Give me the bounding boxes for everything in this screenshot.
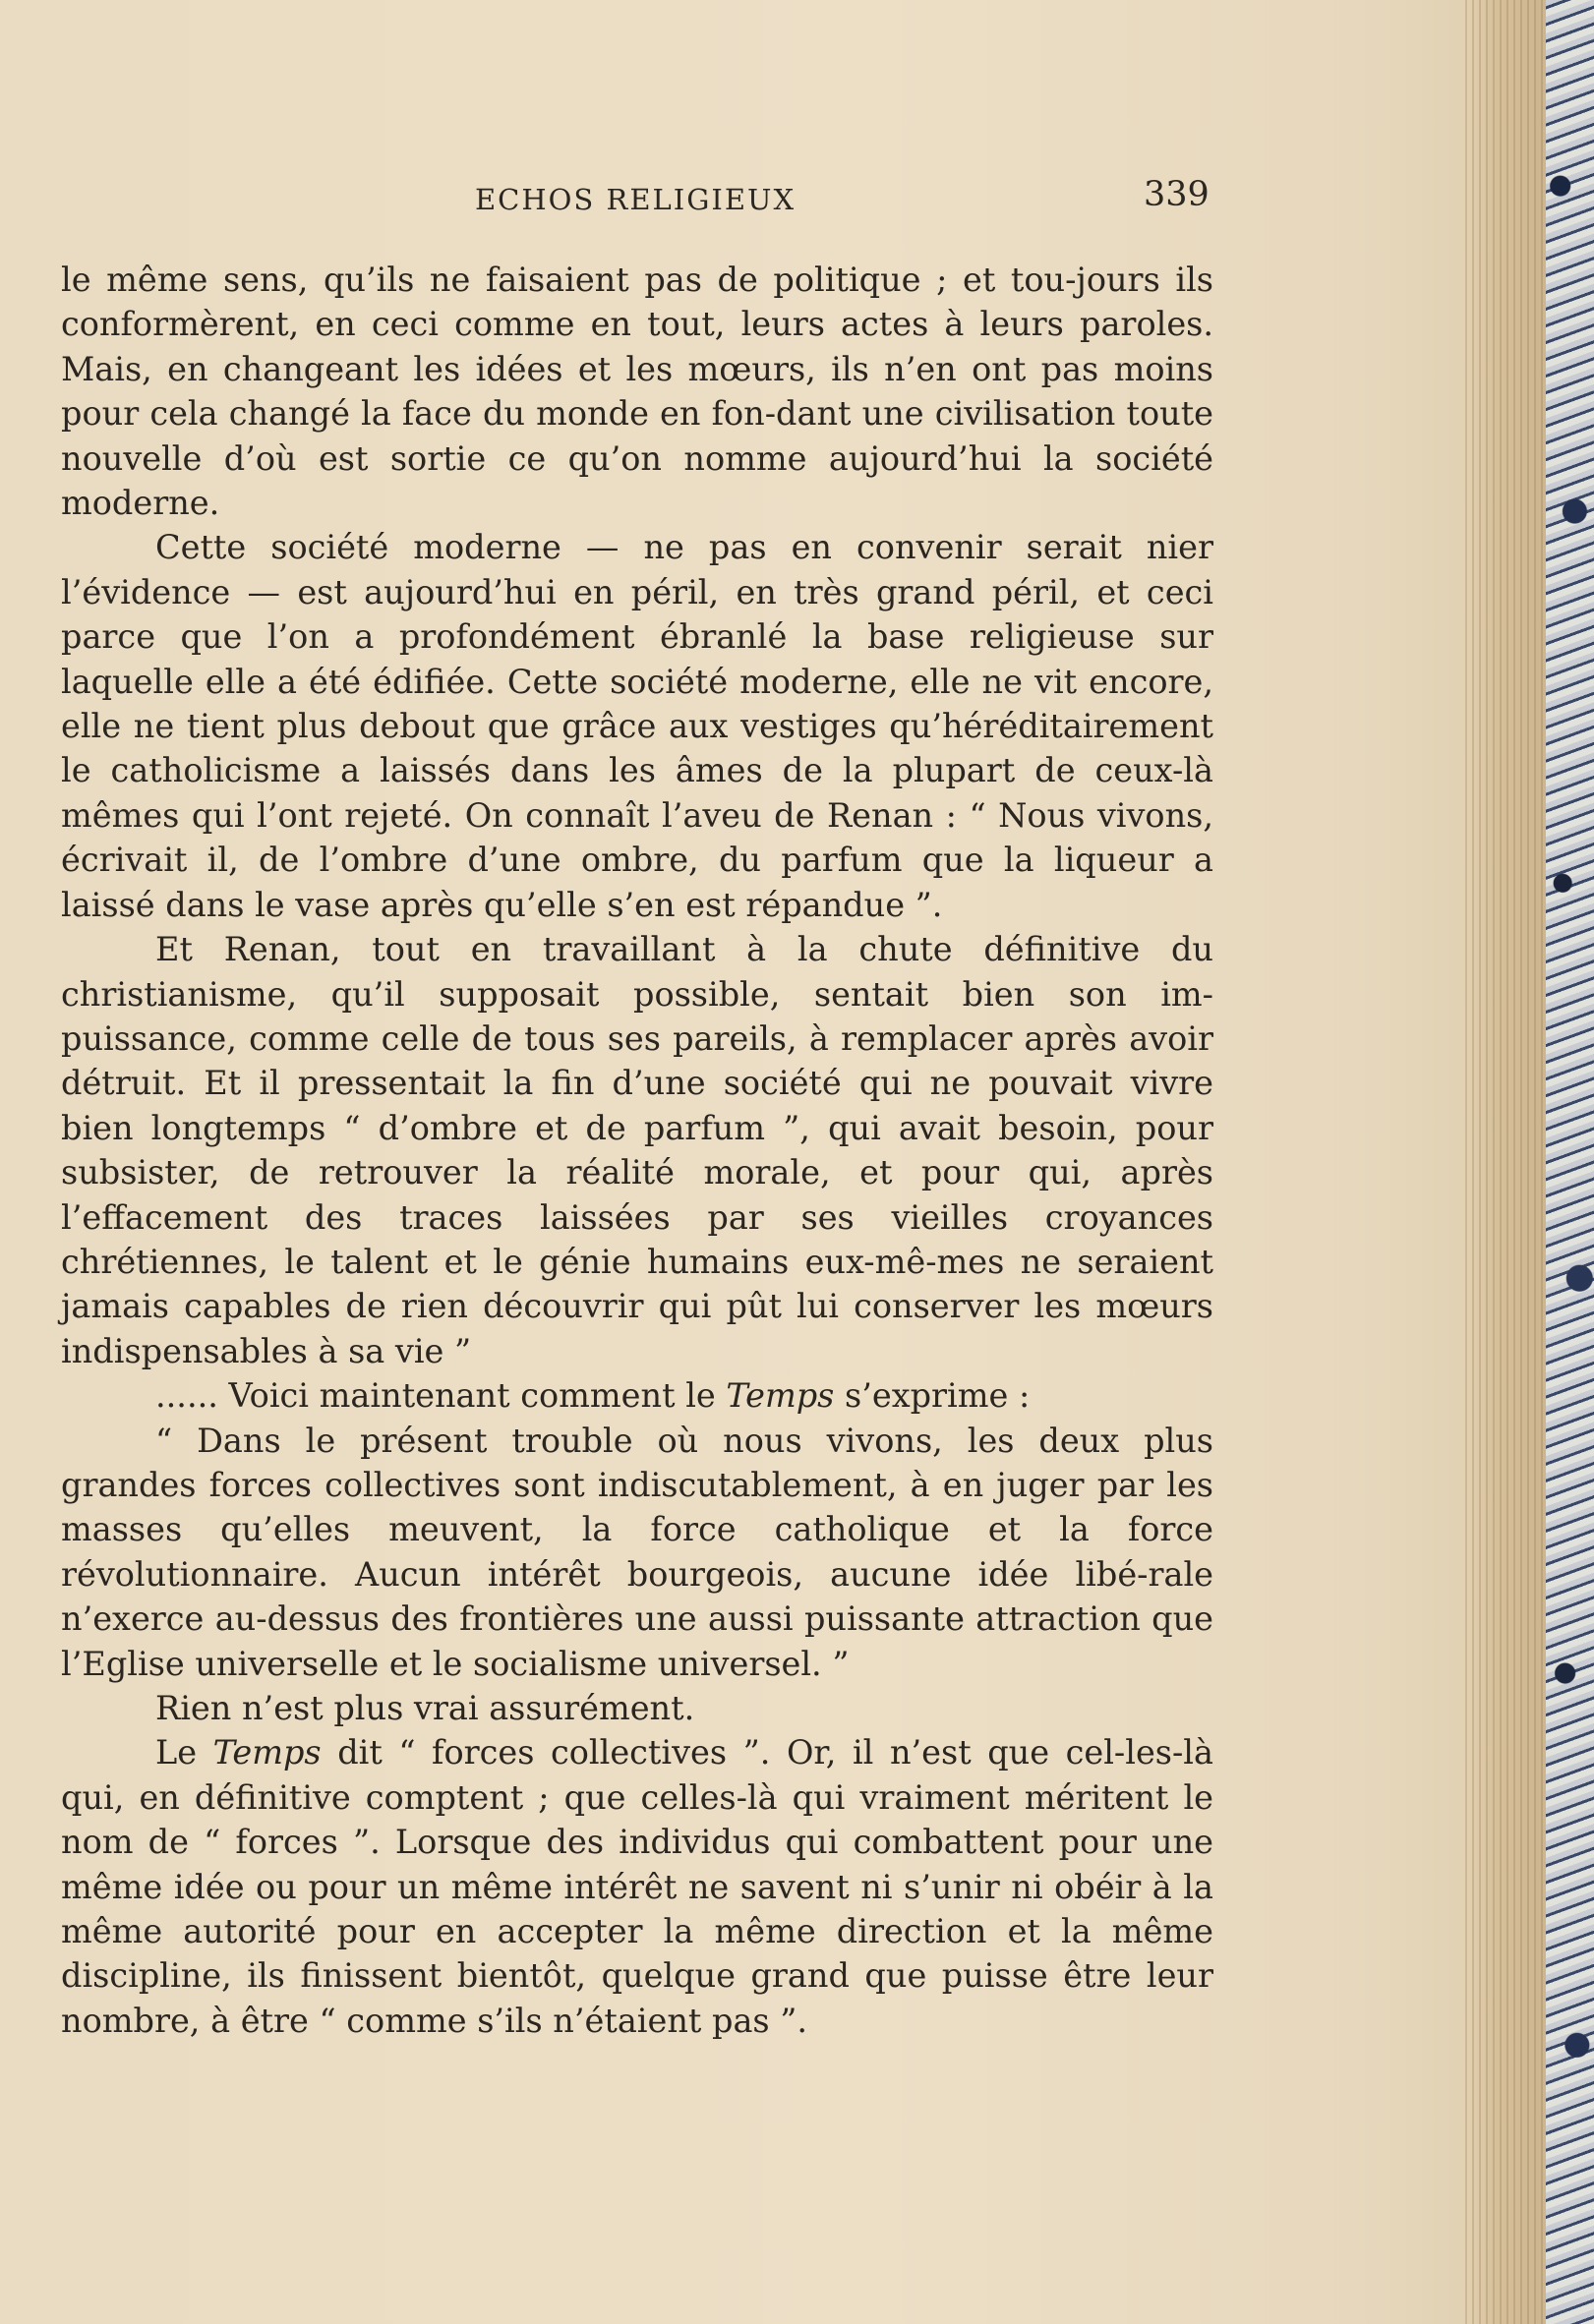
marbled-book-edge (1546, 0, 1594, 2324)
italic-temps: Temps (726, 1376, 835, 1416)
body-text (61, 258, 1213, 2043)
italic-temps: Temps (212, 1733, 322, 1772)
paragraph-6: Rien n’est plus vrai assurément. (155, 1689, 695, 1727)
page-edge-shadow (1465, 0, 1546, 2324)
paragraph-5-quote: “ Dans le présent trouble où nous vivons, les deux plus grandes forces collectives sont indiscutablement, à en juger par les masses qu’elles meuvent, la force catholique et la force révolutionnaire. Aucun intérêt bourgeois, aucune idée libé-rale n’exerce au-dessus des frontières une aussi puissante attraction que l’Eglise universelle et le socialisme universel. ” (61, 1421, 1213, 1683)
paragraph-3: Et Renan, tout en travaillant à la chute définitive du christianisme, qu’il supposait possible, sentait bien son im-puissance, comme celle de tous ses pareils, à remplacer après avoir détruit. Et il pressentait la fin d’une société qui ne pouvait vivre bien longtemps “ d’ombre et de parfum ”, qui avait besoin, pour subsister, de retrouver la réalité morale, et pour qui, après l’effacement des traces laissées par ses vieilles croyances chrétiennes, le talent et le génie humains eux-mê-mes ne seraient jamais capables de rien découvrir qui pût lui conserver les mœurs indispensables à sa vie ” (61, 930, 1213, 1370)
paragraph-2: Cette société moderne — ne pas en convenir serait nier l’évidence — est aujourd’hui en péril, en très grand péril, et ceci parce que l’on a profondément ébranlé la base religieuse sur laquelle elle a été édifiée. Cette société moderne, elle ne vit encore, elle ne tient plus debout que grâce aux vestiges qu’héréditairement le catholicisme a laissés dans les âmes de la plupart de ceux-là mêmes qui l’ont rejeté. On connaît l’aveu de Renan : “ Nous vivons, écrivait il, de l’ombre d’une ombre, du parfum que la liqueur a laissé dans le vase après qu’elle s’en est répandue ”. (61, 528, 1213, 924)
paragraph-7: Le Temps dit “ forces collectives ”. Or, il n’est que cel-les-là qui, en définitive comptent ; que celles-là qui vraiment méritent le nom de “ forces ”. Lorsque des individus qui combattent pour une même idée ou pour un même intérêt ne savent ni s’unir ni obéir à la même autorité pour en accepter la même direction et la même discipline, ils finissent bientôt, quelque grand que puisse être leur nombre, à être “ comme s’ils n’étaient pas ”. (61, 1733, 1213, 2040)
paragraph-1: le même sens, qu’ils ne faisaient pas de politique ; et tou-jours ils conformèrent, en ceci comme en tout, leurs actes à leurs paroles. Mais, en changeant les idées et les mœurs, ils n’en ont pas moins pour cela changé la face du monde en fon-dant une civilisation toute nouvelle d’où est sortie ce qu’on nomme aujourd’hui la société moderne. (61, 261, 1213, 523)
paragraph-4: ...... Voici maintenant comment le Temps s’exprime : (155, 1376, 1031, 1416)
running-title: ECHOS RELIGIEUX (475, 183, 797, 216)
page-number: 339 (1144, 175, 1210, 214)
